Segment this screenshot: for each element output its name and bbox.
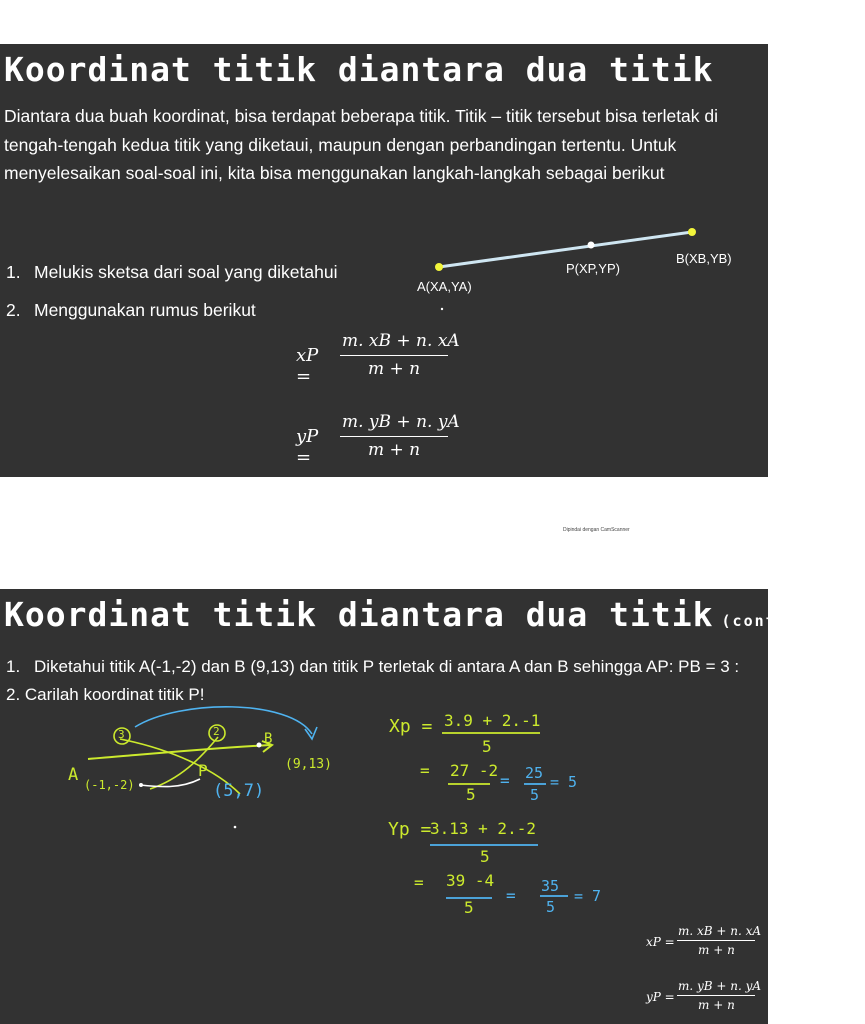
yp-step3-denominator: 5: [546, 898, 556, 916]
mini-formula-lhs: xP =: [646, 935, 675, 949]
xp-denominator: 5: [482, 737, 492, 756]
formula-numerator: m. yB + n. yA: [342, 412, 460, 432]
formula-lhs: xP =: [296, 345, 319, 387]
yp-step3-eq: =: [506, 886, 516, 905]
yp-denominator: 5: [480, 847, 490, 866]
formula-denominator: m + n: [368, 359, 421, 379]
theory-slide: [0, 44, 768, 477]
ratio-n: 2: [213, 725, 220, 738]
fraction-bar: [340, 436, 448, 437]
sketch-point-p: [139, 783, 143, 787]
xp-numerator: 3.9 + 2.-1: [444, 711, 541, 730]
title-tag: (contoh soal): [721, 612, 865, 630]
fraction-bar: [677, 995, 755, 996]
yp-result: = 7: [574, 887, 602, 905]
formula-numerator: m. xB + n. xA: [342, 331, 460, 351]
blue-arc: [135, 707, 312, 734]
point-b-dot: [688, 228, 696, 236]
point-a-label: A(XA,YA): [417, 279, 472, 294]
mini-formula-numerator: m. xB + n. xA: [678, 924, 762, 938]
mini-formula-denominator: m + n: [698, 998, 735, 1012]
ratio-arc-2: [150, 737, 218, 789]
xp-result: = 5: [550, 773, 578, 791]
fraction-bar: [677, 940, 755, 941]
step-text: Melukis sketsa dari soal yang diketahui: [34, 262, 338, 282]
fraction-bar: [340, 355, 448, 356]
step-number: 2.: [6, 300, 21, 320]
yp-numerator: 3.13 + 2.-2: [430, 819, 536, 838]
yp-step3-numerator: 35: [541, 877, 560, 895]
yp-step2-eq: =: [414, 873, 424, 892]
xp-step3-eq: =: [500, 771, 510, 790]
formula-denominator: m + n: [368, 440, 421, 460]
sketch-coord-p: (5,7): [213, 781, 265, 801]
sketch-coord-a: (-1,-2): [84, 778, 135, 792]
point-p-label: P(XP,YP): [566, 261, 620, 276]
yp-label: Yp =: [388, 819, 432, 840]
sketch-label-a: A: [68, 765, 79, 785]
point-b-label: B(XB,YB): [676, 251, 732, 266]
sketch-label-b: B: [264, 731, 273, 747]
sketch-coord-b: (9,13): [285, 757, 332, 772]
point-a-dot: [435, 263, 443, 271]
formula-lhs: yP =: [296, 426, 319, 468]
slide-title: Koordinat titik diantara dua titik: [4, 50, 714, 89]
sketch-point-b: [257, 743, 262, 748]
stray-dot: [234, 826, 237, 829]
xp-step3-denominator: 5: [530, 786, 540, 804]
scanner-watermark: Dipindai dengan CamScanner: [563, 527, 630, 533]
yp-step2-denominator: 5: [464, 898, 474, 917]
point-p-dot: [588, 242, 595, 249]
yp-step2-numerator: 39 -4: [446, 871, 495, 890]
example-question: [6, 653, 746, 709]
xp-step2-numerator: 27 -2: [450, 761, 499, 780]
xp-step2-denominator: 5: [466, 785, 476, 804]
step-number: 1.: [6, 262, 21, 282]
stray-dot: [441, 308, 443, 310]
step-text: Menggunakan rumus berikut: [34, 300, 256, 320]
ratio-m: 3: [118, 728, 125, 741]
question-number: 1.: [6, 657, 21, 676]
sketch-label-p: P: [198, 761, 208, 780]
mini-formula-numerator: m. yB + n. yA: [678, 979, 762, 993]
slide-title-text: Koordinat titik diantara dua titik: [4, 595, 714, 634]
xp-step3-numerator: 25: [525, 764, 544, 782]
intro-paragraph: Diantara dua buah koordinat, bisa terdapat beberapa titik. Titik – titik tersebut bisa terletak di tengah-tengah kedua titik yang diketaui, maupun dengan perbandingan tertentu. Untuk menyelesaikan soal-soal ini, kita bisa menggunakan langkah-langkah sebagai berikut: [4, 106, 719, 183]
mini-formula-lhs: yP =: [646, 990, 675, 1004]
question-text: Diketahui titik A(-1,-2) dan B (9,13) dan titik P terletak di antara A dan B sehingga AP: PB = 3 : 2. Carilah koordinat titik P!: [6, 657, 740, 704]
xp-step2-eq: =: [420, 761, 430, 780]
mini-formula-denominator: m + n: [698, 943, 735, 957]
xp-label: Xp =: [389, 716, 433, 737]
